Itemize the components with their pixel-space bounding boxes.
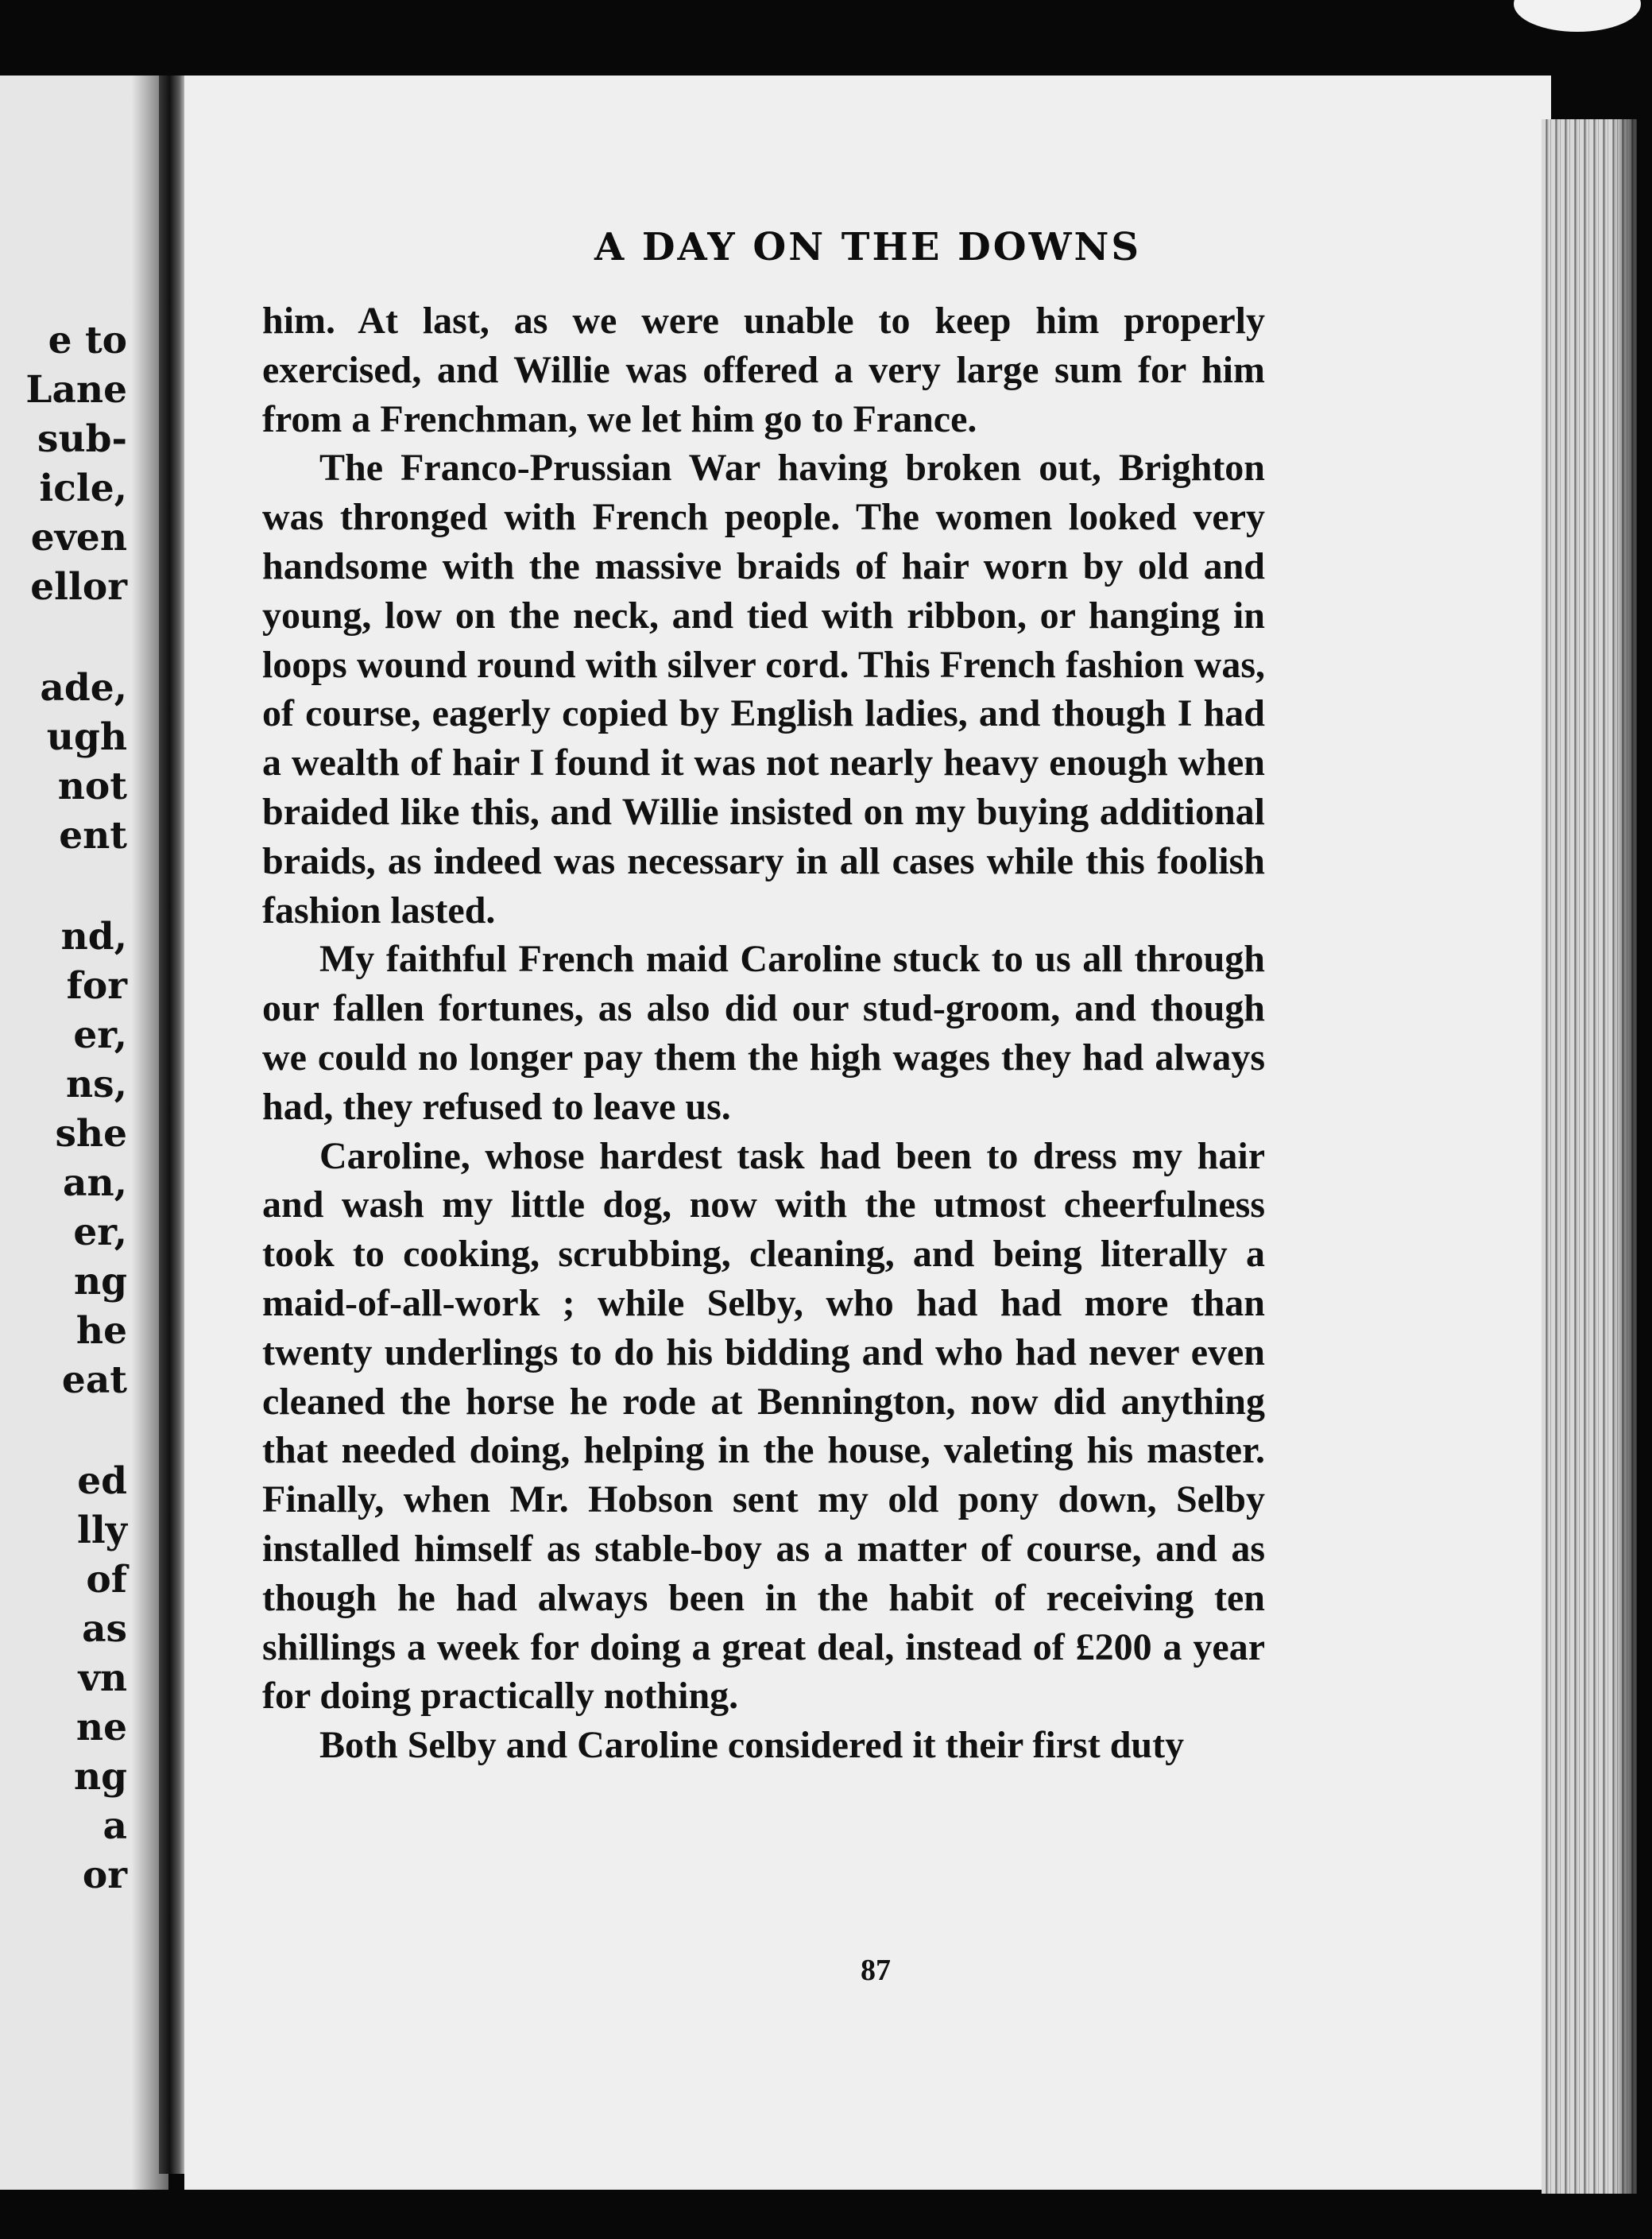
paragraph-1: him. At last, as we were unable to keep him properly exercised, and Willie was offered a very large sum for him from a Frenchman, we let him go to France. [262,300,1265,440]
paragraph-4: Caroline, whose hardest task had been to dress my hair and wash my little dog, now with the utmost cheerfulness took to cooking, scrubbing, cleaning, and being literally a maid-of-all-work ; while Selby, who had had more than twenty underlings to do his bidding and who had never even cleaned the horse he rode at Bennington, now did anything that needed doing, helping in the house, valeting his master. Finally, when Mr. Hobson sent my old pony down, Selby installed himself as stable-boy as a matter of course, and as though he had always been in the habit of receiving ten shillings a week for doing a great deal, instead of £200 a year for doing practically nothing. [262,1134,1265,1718]
left-page-fragment: icle, [39,467,127,510]
left-page-fragment: ellor [30,565,127,609]
left-page-fragment: ne [75,1706,127,1749]
page-body [262,296,1265,1770]
left-page-fragment: as [82,1607,127,1651]
page-stack-fore-edge [1542,119,1637,2194]
left-page-fragment: an, [63,1161,127,1205]
left-page-fragment: eat [61,1358,127,1402]
scan-corner-artifact [1514,0,1641,32]
left-page-fragment: he [75,1309,127,1353]
left-page-fragment: ns, [66,1063,127,1106]
left-page-fragment: lly [76,1509,127,1552]
left-page-fragment: ed [77,1459,127,1503]
left-page-fragment: or [82,1854,127,1897]
left-page-fragment: sub- [37,417,127,461]
left-page-fragment: a [103,1804,127,1848]
paragraph-3: My faithful French maid Caroline stuck to us all through our fallen fortunes, as also did our stud-groom, and though we could no longer pay them the high wages they had always had, they refused to leave us. [262,938,1265,1128]
left-facing-page [0,76,168,2190]
left-page-fragment: Lane [25,368,127,412]
left-page-fragment: she [55,1112,127,1156]
left-page-fragment: even [30,516,127,560]
right-page [184,76,1551,2190]
left-page-fragment: of [86,1558,127,1602]
paragraph-2: The Franco-Prussian War having broken out, Brighton was thronged with French people. The women looked very handsome with the massive braids of hair worn by old and young, low on the neck, and tied with ribbon, or hanging in loops wound round with silver cord. This French fashion was, of course, eagerly copied by English ladies, and though I had a wealth of hair I found it was not nearly heavy enough when braided like this, and Willie insisted on my buying additional braids, as indeed was necessary in all cases while this foolish fashion lasted. [262,447,1265,932]
left-page-fragment: ng [73,1755,127,1799]
running-head: A DAY ON THE DOWNS [594,225,1142,269]
left-page-fragment: ade, [40,666,127,710]
paragraph-5: Both Selby and Caroline considered it their first duty [319,1724,1185,1767]
left-page-fragment: vn [78,1656,127,1700]
left-page-fragment: ugh [46,715,127,759]
book-spine-gutter [159,76,186,2174]
left-page-fragment: not [57,765,127,808]
left-page-fragment: er, [73,1013,127,1057]
left-page-fragment: nd, [60,915,127,959]
left-page-fragment: ent [59,814,127,858]
page-number: 87 [861,1954,891,1987]
left-page-fragment: e to [48,319,127,362]
left-page-fragment: ng [73,1260,127,1304]
left-page-fragment: er, [73,1211,127,1254]
left-page-fragment: for [66,964,127,1008]
